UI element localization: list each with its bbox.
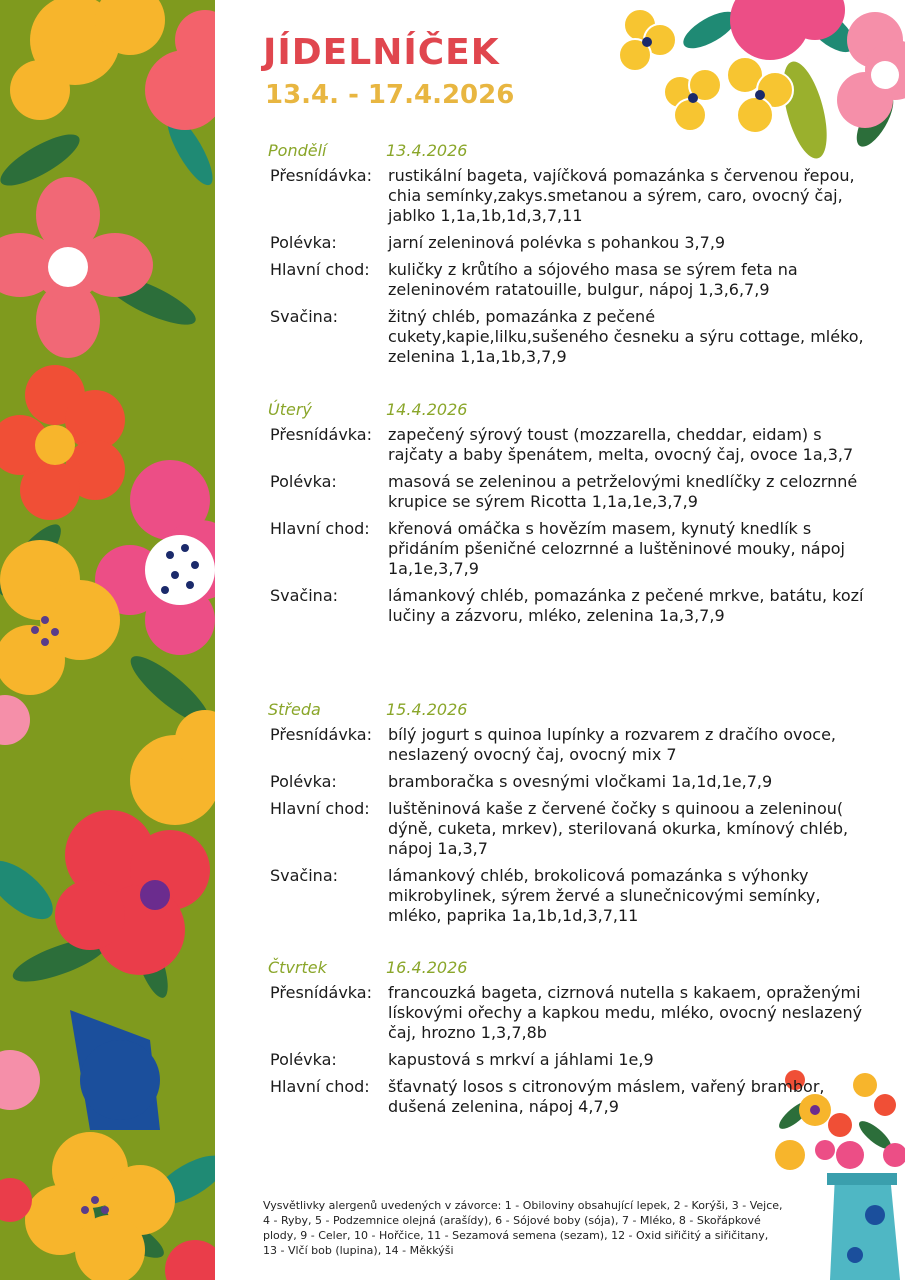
meal-text: rustikální bageta, vajíčková pomazánka s červenou řepou, chia semínky,zakys.smetanou a sýrem, caro, ovocný čaj, jablko 1,1a,1b,1d,3,7,11: [388, 166, 855, 225]
day-date: 15.4.2026: [386, 700, 468, 719]
meal-label: Polévka:: [270, 1050, 337, 1069]
day-header: [268, 700, 868, 719]
meal-text: kapustová s mrkví a jáhlami 1e,9: [388, 1050, 654, 1069]
day-name: Pondělí: [268, 141, 327, 160]
meal-row: [268, 772, 868, 792]
meal-text: šťavnatý losos s citronovým máslem, vařený brambor, dušená zelenina, nápoj 4,7,9: [388, 1077, 825, 1116]
meal-row: [268, 983, 868, 1043]
meal-row: [268, 1050, 868, 1070]
day-name: Úterý: [268, 400, 312, 419]
meal-text: bílý jogurt s quinoa lupínky a rozvarem z dračího ovoce, neslazený ovocný čaj, ovocný mix 7: [388, 725, 837, 764]
meal-row: [268, 166, 868, 226]
day-header: [268, 400, 868, 419]
day-name: Čtvrtek: [268, 958, 327, 977]
meal-row: [268, 725, 868, 765]
floral-border-left: [0, 0, 215, 1280]
meal-row: [268, 307, 868, 367]
day-block-monday: [268, 141, 868, 374]
meal-label: Polévka:: [270, 472, 337, 491]
day-header: [268, 958, 868, 977]
meal-text: kuličky z krůtího a sójového masa se sýrem feta na zeleninovém ratatouille, bulgur, nápoj 1,3,6,7,9: [388, 260, 798, 299]
meal-text: lámankový chléb, pomazánka z pečené mrkve, batátu, kozí lučiny a zázvoru, mléko, zelenina 1a,3,7,9: [388, 586, 864, 625]
meal-text: masová se zeleninou a petrželovými knedlíčky z celozrnné krupice se sýrem Ricotta 1,1a,1e,3,7,9: [388, 472, 858, 511]
meal-label: Svačina:: [270, 307, 339, 326]
meal-label: Hlavní chod:: [270, 799, 370, 818]
meal-row: [268, 1077, 868, 1117]
meal-row: [268, 519, 868, 579]
meal-label: Přesnídávka:: [270, 725, 372, 744]
meal-text: žitný chléb, pomazánka z pečené cukety,kapie,lilku,sušeného česneku a sýru cottage, mléko, zelenina 1,1a,1b,3,7,9: [388, 307, 864, 366]
day-date: 13.4.2026: [386, 141, 468, 160]
meal-label: Hlavní chod:: [270, 260, 370, 279]
meal-label: Hlavní chod:: [270, 1077, 370, 1096]
meal-label: Polévka:: [270, 772, 337, 791]
meal-text: bramboračka s ovesnými vločkami 1a,1d,1e,7,9: [388, 772, 773, 791]
day-block-tuesday: [268, 400, 868, 633]
meal-row: [268, 799, 868, 859]
meal-label: Hlavní chod:: [270, 519, 370, 538]
meal-text: jarní zeleninová polévka s pohankou 3,7,9: [388, 233, 726, 252]
page-title: JÍDELNÍČEK: [263, 32, 500, 73]
meal-label: Přesnídávka:: [270, 983, 372, 1002]
meal-row: [268, 472, 868, 512]
day-name: Středa: [268, 700, 321, 719]
meal-row: [268, 586, 868, 626]
meal-label: Přesnídávka:: [270, 425, 372, 444]
meal-text: luštěninová kaše z červené čočky s quinoou a zeleninou( dýně, cuketa, mrkev), sterilovaná okurka, kmínový chléb, nápoj 1a,3,7: [388, 799, 849, 858]
meal-text: francouzká bageta, cizrnová nutella s kakaem, opraženými lískovými ořechy a kapkou medu, mléko, ovocný neslazený čaj, hrozno 1,3,7,8b: [388, 983, 863, 1042]
meal-label: Svačina:: [270, 586, 339, 605]
meal-row: [268, 425, 868, 465]
meal-label: Polévka:: [270, 233, 337, 252]
meal-label: Svačina:: [270, 866, 339, 885]
meal-label: Přesnídávka:: [270, 166, 372, 185]
meal-text: zapečený sýrový toust (mozzarella, cheddar, eidam) s rajčaty a baby špenátem, melta, ovocný čaj, ovoce 1a,3,7: [388, 425, 854, 464]
day-header: [268, 141, 868, 160]
allergen-legend: Vysvětlivky alergenů uvedených v závorce: 1 - Obiloviny obsahující lepek, 2 - Korýši, 3 - Vejce, 4 - Ryby, 5 - Podzemnice olejná (arašídy), 6 - Sójové boby (sója), 7 - Mléko, 8 - Skořápkové plody, 9 - Celer, 10 - Hořčice, 11 - Sezamová semena (sezam), 12 - Oxid siřičitý a siřičitany, 13 - Vlčí bob (lupina), 14 - Měkkýši: [263, 1199, 783, 1257]
meal-text: lámankový chléb, brokolicová pomazánka s výhonky mikrobylinek, sýrem žervé a slunečnicovými semínky, mléko, paprika 1a,1b,1d,3,7,11: [388, 866, 821, 925]
meal-row: [268, 260, 868, 300]
meal-row: [268, 866, 868, 926]
day-block-wednesday: [268, 700, 868, 933]
day-date: 16.4.2026: [386, 958, 468, 977]
day-block-thursday: [268, 958, 868, 1124]
date-range: 13.4. - 17.4.2026: [265, 80, 515, 110]
day-date: 14.4.2026: [386, 400, 468, 419]
meal-row: [268, 233, 868, 253]
meal-text: křenová omáčka s hovězím masem, kynutý knedlík s přidáním pšeničné celozrnné a luštěninové mouky, nápoj 1a,1e,3,7,9: [388, 519, 845, 578]
